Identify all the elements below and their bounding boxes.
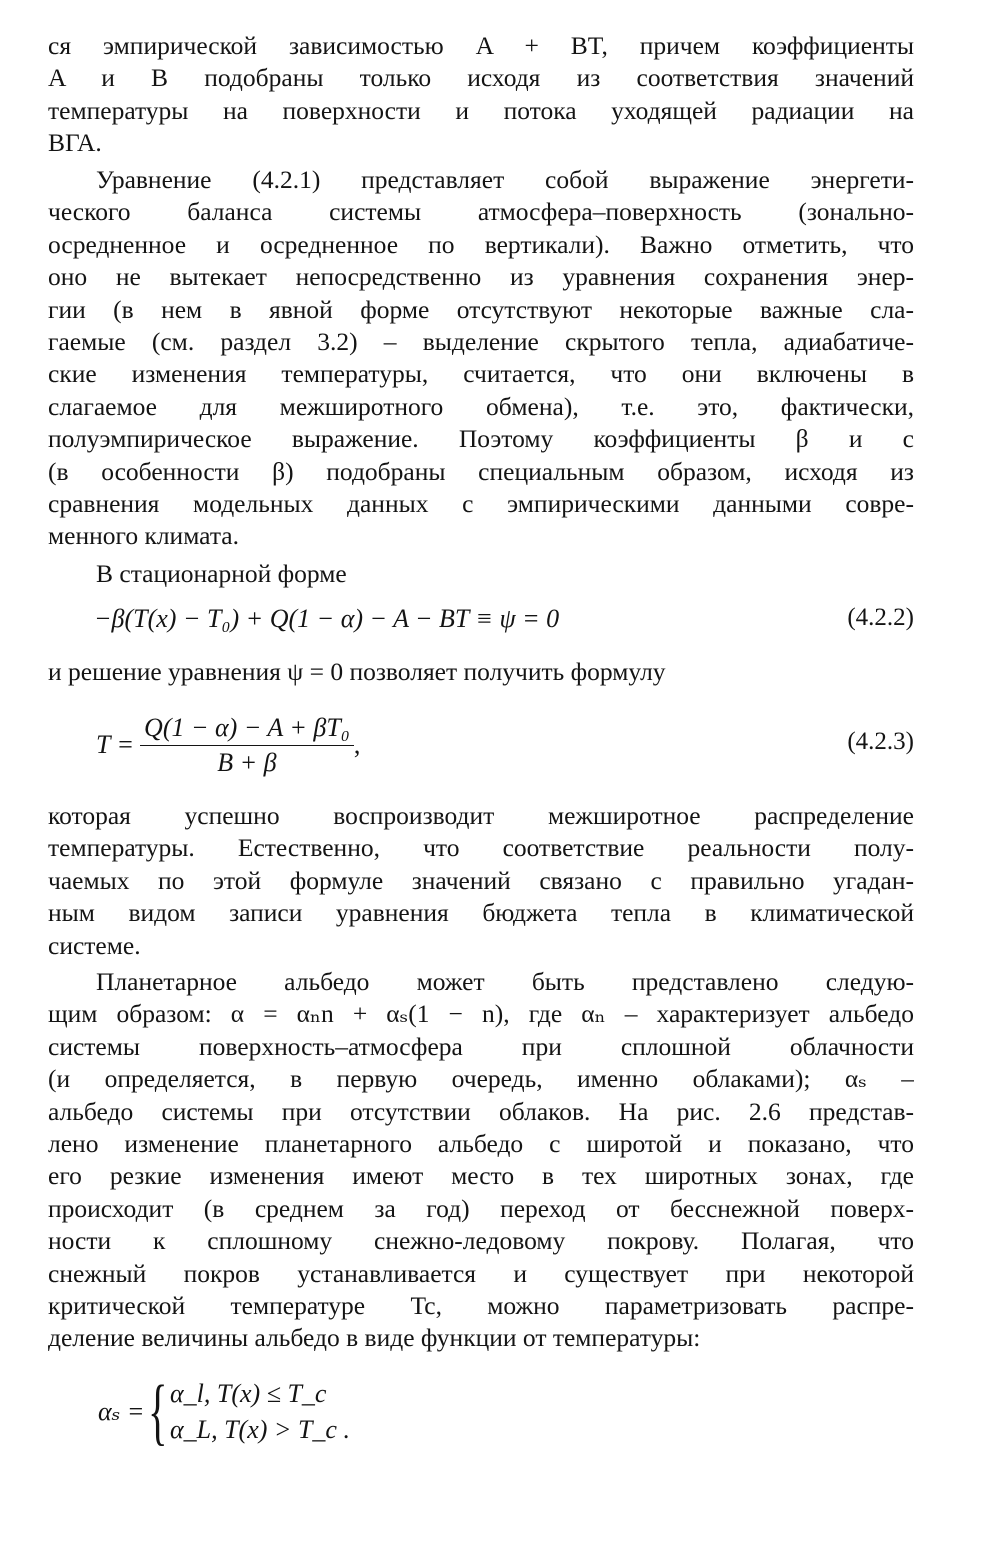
equation-comma: ,	[353, 730, 361, 759]
paragraph-energy-balance	[48, 164, 914, 553]
text-line: Планетарное альбедо может быть представлено следую-	[96, 967, 914, 996]
text-line: критической температуре Tc, можно параметризовать распре-	[48, 1290, 914, 1320]
text-line: В стационарной форме	[96, 559, 347, 588]
text-line: системе.	[48, 930, 141, 960]
text-line: деление величины альбедо в виде функции от температуры:	[48, 1323, 701, 1353]
text-line: и решение уравнения ψ = 0 позволяет получить формулу	[48, 657, 666, 686]
text-line: (в особенности β) подобраны специальным образом, исходя из	[48, 456, 914, 486]
text-line: менного климата.	[48, 521, 239, 551]
case-line-1: α_l, T(x) ≤ T_c	[169, 1379, 327, 1408]
text-line: системы поверхность–атмосфера при сплошной облачности	[48, 1031, 914, 1061]
paragraph-solution	[48, 656, 914, 688]
text-line: чаемых по этой формуле значений связано с правильно угадан-	[48, 865, 914, 895]
text-line: ности к сплошному снежно-ледовому покрову. Полагая, что	[48, 1226, 914, 1256]
equation-formula: −β(T(x) − T₀) + Q(1 − α) − A − BT ≡ ψ = 0	[94, 604, 560, 633]
text-line: его резкие изменения имеют место в тех широтных зонах, где	[48, 1161, 914, 1191]
text-line: полуэмпирическое выражение. Поэтому коэффициенты β и c	[48, 424, 914, 454]
text-line: ся эмпирической зависимостью A + BT, причем коэффициенты	[48, 31, 914, 60]
paragraph-continuation	[48, 30, 914, 160]
text-line: гаемые (см. раздел 3.2) – выделение скрытого тепла, адиабатиче-	[48, 326, 914, 356]
equation-lhs: T =	[96, 730, 135, 759]
text-line: ным видом записи уравнения бюджета тепла в климатической	[48, 898, 914, 928]
stationary-intro	[48, 558, 914, 590]
text-line: происходит (в среднем за год) переход от бесснежной поверх-	[48, 1193, 914, 1223]
text-line: ВГА.	[48, 128, 102, 158]
left-brace-icon: {	[148, 1371, 168, 1453]
text-line: температуры. Естественно, что соответствие реальности полу-	[48, 833, 914, 863]
text-line: щим образом: α = αₙn + αₛ(1 − n), где αₙ – характеризует альбедо	[48, 999, 914, 1029]
text-line: лено изменение планетарного альбедо с широтой и показано, что	[48, 1128, 914, 1158]
text-line: ческого баланса системы атмосфера–поверхность (зонально-	[48, 197, 914, 227]
equation-albedo-cases	[48, 1370, 914, 1454]
fraction-numerator: Q(1 − α) − A + βT₀	[140, 713, 354, 746]
case-line-2: α_L, T(x) > T_c .	[169, 1415, 350, 1444]
text-line: Уравнение (4.2.1) представляет собой выражение энергети-	[96, 165, 914, 194]
text-line: осредненное и осредненное по вертикали). Важно отметить, что	[48, 229, 914, 259]
fraction-denominator: B + β	[217, 747, 277, 777]
text-line: оно не вытекает непосредственно из уравнения сохранения энер-	[48, 262, 914, 292]
text-line: слагаемое для межширотного обмена), т.е. это, фактически,	[48, 391, 914, 421]
text-line: сравнения модельных данных с эмпирическими данными совре-	[48, 488, 914, 518]
equation-lhs: αₛ =	[98, 1397, 145, 1426]
equation-number: (4.2.2)	[847, 604, 914, 631]
text-line: ские изменения температуры, считается, что они включены в	[48, 359, 914, 389]
text-line: гии (в нем в явной форме отсутствуют некоторые важные сла-	[48, 294, 914, 324]
cases-block	[170, 1376, 350, 1448]
equation-4-2-3	[48, 706, 914, 784]
text-line: температуры на поверхности и потока уходящей радиации на	[48, 95, 914, 125]
text-line: (и определяется, в первую очередь, именно облаками); αₛ –	[48, 1064, 914, 1094]
paragraph-albedo	[48, 966, 914, 1355]
text-line: A и B подобраны только исходя из соответствия значений	[48, 63, 914, 93]
equation-fraction	[140, 713, 354, 778]
equation-4-2-2	[48, 604, 914, 640]
text-line: которая успешно воспроизводит межширотное распределение	[48, 801, 914, 830]
text-line: альбедо системы при отсутствии облаков. На рис. 2.6 представ-	[48, 1096, 914, 1126]
paragraph-distribution	[48, 800, 914, 962]
text-line: снежный покров устанавливается и существует при некоторой	[48, 1258, 914, 1288]
equation-number: (4.2.3)	[847, 728, 914, 755]
